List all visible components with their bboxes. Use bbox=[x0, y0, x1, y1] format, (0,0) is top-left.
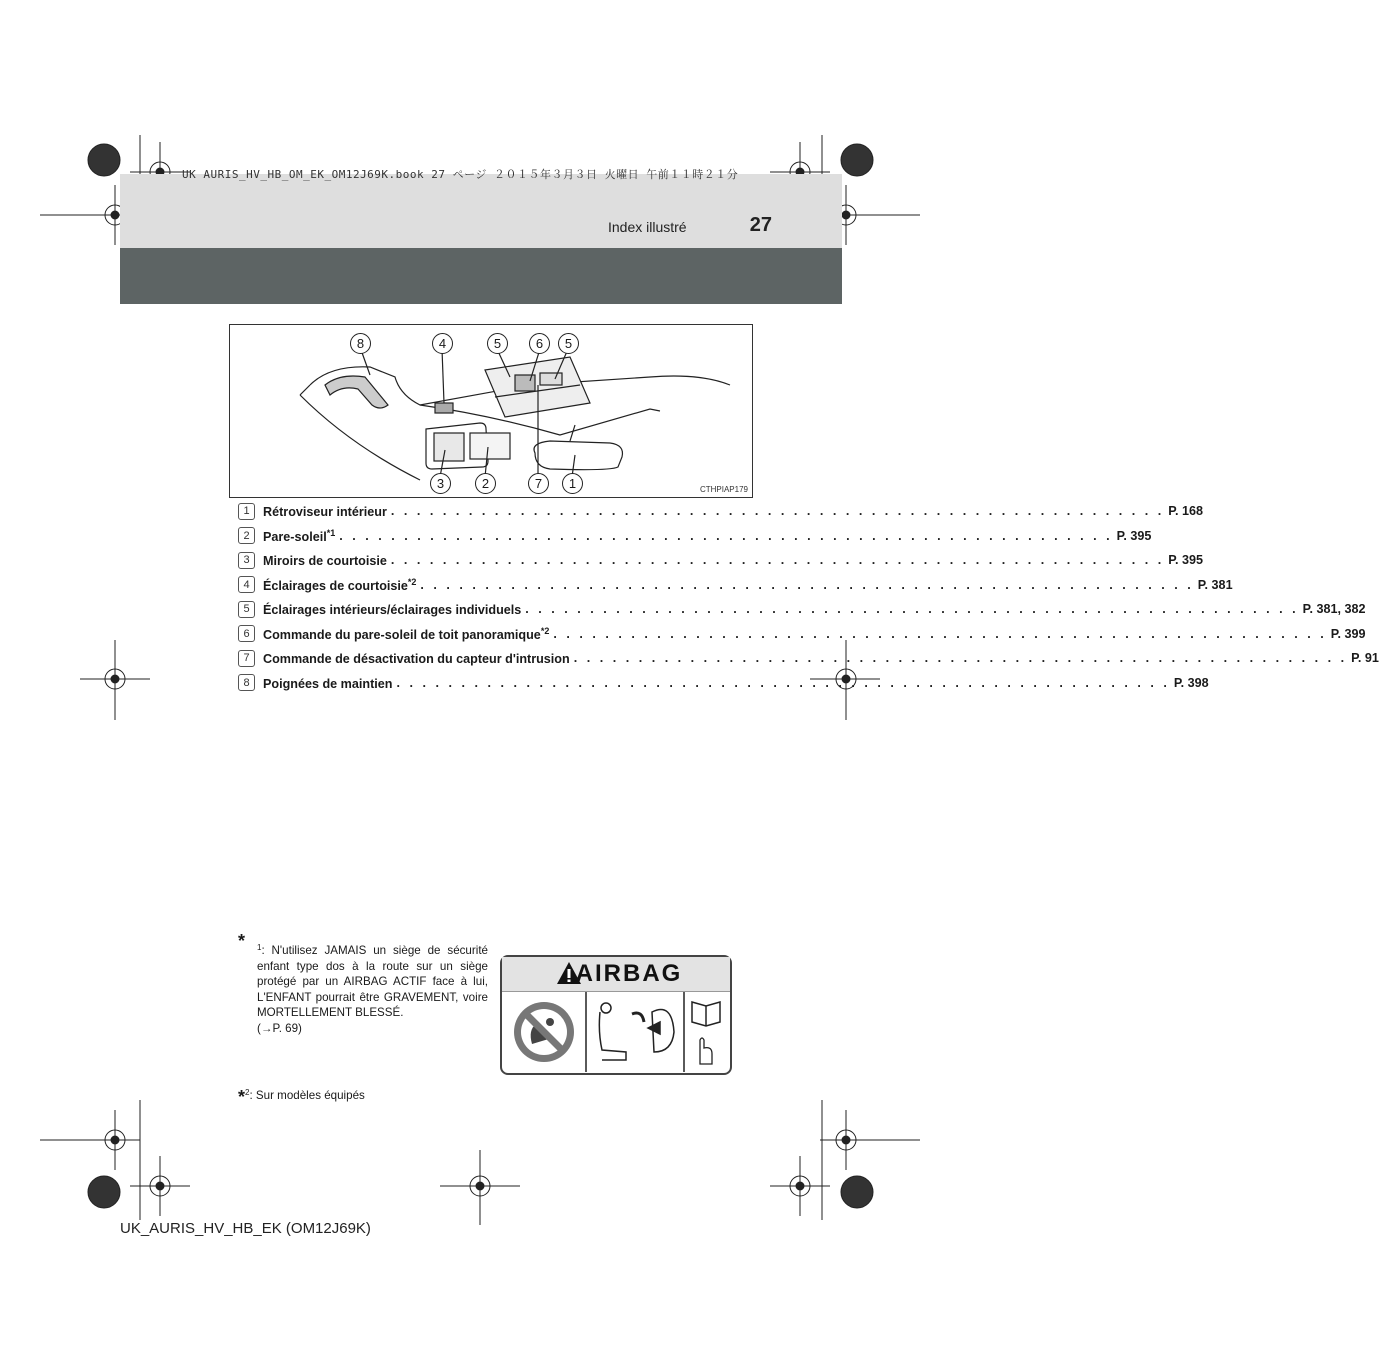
footnote-asterisk: * bbox=[238, 931, 246, 951]
model-code-footer: UK_AURIS_HV_HB_EK (OM12J69K) bbox=[120, 1220, 371, 1237]
list-item bbox=[238, 573, 1233, 598]
callout-8: 8 bbox=[350, 333, 371, 354]
list-item bbox=[238, 671, 1209, 696]
footnote-number: 2 bbox=[245, 1088, 250, 1097]
airbag-label-header bbox=[502, 957, 730, 992]
footnote-page-ref[interactable]: (→P. 69) bbox=[257, 1021, 302, 1035]
item-number: 7 bbox=[238, 650, 255, 667]
interior-illustration bbox=[229, 324, 753, 498]
item-number: 4 bbox=[238, 576, 255, 593]
list-item bbox=[238, 499, 1204, 524]
item-label: Miroirs de courtoisie bbox=[263, 554, 387, 569]
book-info-line: UK AURIS_HV_HB_OM_EK_OM12J69K.book 27 ページ ２０１５年３月３日 火曜日 午前１１時２１分 bbox=[182, 168, 739, 181]
component-list bbox=[238, 499, 1379, 695]
callout-6: 6 bbox=[529, 333, 550, 354]
item-number: 2 bbox=[238, 527, 255, 544]
callout-2: 2 bbox=[475, 473, 496, 494]
callout-5b: 5 bbox=[558, 333, 579, 354]
item-page-ref[interactable]: P. 399 bbox=[1330, 626, 1366, 641]
callout-5a: 5 bbox=[487, 333, 508, 354]
leader-dots: . . . . . . . . . . . . . . . . . . . . . . . . . . . . . . . . . . . . . . . . . . . . . . . . . . . . . . . . . . . . bbox=[420, 577, 1194, 592]
footnote-number: 1 bbox=[257, 943, 262, 952]
callout-7: 7 bbox=[528, 473, 549, 494]
item-page-ref[interactable]: P. 398 bbox=[1173, 675, 1209, 690]
callout-3: 3 bbox=[430, 473, 451, 494]
leader-dots: . . . . . . . . . . . . . . . . . . . . . . . . . . . . . . . . . . . . . . . . . . . . . . . . . . . . . . . . . . . . bbox=[525, 602, 1299, 617]
airbag-pictograms bbox=[502, 992, 730, 1072]
item-label: Poignées de maintien bbox=[263, 676, 393, 691]
item-page-ref[interactable]: P. 91 bbox=[1351, 651, 1379, 666]
manual-icon bbox=[692, 1002, 720, 1064]
item-page-ref[interactable]: P. 395 bbox=[1168, 553, 1204, 568]
section-title: Index illustré bbox=[608, 219, 687, 235]
item-number: 8 bbox=[238, 674, 255, 691]
footnote-text: : N'utilisez JAMAIS un siège de sécurité enfant type dos à la route sur un siège protégé par un AIRBAG ACTIF face à lui, L'ENFANT pourrait être GRAVEMENT, voire MORTELLEMENT BLESSÉ. bbox=[257, 944, 488, 1019]
leader-dots: . . . . . . . . . . . . . . . . . . . . . . . . . . . . . . . . . . . . . . . . . . . . . . . . . . . . . . . . . . . . bbox=[339, 528, 1113, 543]
no-rear-facing-seat-icon bbox=[514, 1002, 574, 1062]
item-label: Éclairages intérieurs/éclairages individuels bbox=[263, 603, 522, 618]
leader-dots: . . . . . . . . . . . . . . . . . . . . . . . . . . . . . . . . . . . . . . . . . . . . . . . . . . . . . . . . . . . . bbox=[396, 675, 1170, 690]
footnote-text: : Sur modèles équipés bbox=[249, 1089, 365, 1102]
airbag-title: AIRBAG bbox=[575, 960, 683, 987]
footnote-1 bbox=[238, 931, 488, 1036]
list-item bbox=[238, 548, 1204, 573]
seat-airbag-icon bbox=[599, 1003, 674, 1060]
item-label: Commande du pare-soleil de toit panoramique$^{*2}$ bbox=[263, 625, 550, 642]
figure-code: CTHPIAP179 bbox=[699, 485, 748, 494]
leader-dots: . . . . . . . . . . . . . . . . . . . . . . . . . . . . . . . . . . . . . . . . . . . . . . . . . . . . . . . . . . . . bbox=[390, 504, 1165, 519]
airbag-warning-label bbox=[500, 955, 732, 1075]
item-number: 1 bbox=[238, 503, 255, 520]
item-label: Commande de désactivation du capteur d'intrusion bbox=[263, 652, 570, 667]
callout-1: 1 bbox=[562, 473, 583, 494]
page-number: 27 bbox=[749, 214, 772, 236]
footnote-asterisk: * bbox=[238, 1087, 246, 1107]
item-page-ref[interactable]: P. 168 bbox=[1168, 504, 1204, 519]
leader-dots: . . . . . . . . . . . . . . . . . . . . . . . . . . . . . . . . . . . . . . . . . . . . . . . . . . . . . . . . . . . . bbox=[390, 553, 1165, 568]
footnote-2 bbox=[238, 1087, 365, 1108]
leader-dots: . . . . . . . . . . . . . . . . . . . . . . . . . . . . . . . . . . . . . . . . . . . . . . . . . . . . . . . . . . . . bbox=[553, 626, 1327, 641]
item-number: 6 bbox=[238, 625, 255, 642]
list-item bbox=[238, 622, 1366, 647]
list-item bbox=[238, 597, 1366, 622]
header-dark-bar bbox=[120, 248, 842, 304]
callout-4: 4 bbox=[432, 333, 453, 354]
item-label: Pare-soleil$^{*1}$ bbox=[263, 527, 336, 544]
item-page-ref[interactable]: P. 381, 382 bbox=[1302, 602, 1366, 617]
list-item bbox=[238, 646, 1379, 671]
header-band bbox=[120, 174, 842, 248]
warning-triangle-icon bbox=[556, 961, 582, 985]
item-page-ref[interactable]: P. 381 bbox=[1197, 577, 1233, 592]
leader-dots: . . . . . . . . . . . . . . . . . . . . . . . . . . . . . . . . . . . . . . . . . . . . . . . . . . . . . . . . . . . . bbox=[573, 651, 1348, 666]
item-page-ref[interactable]: P. 395 bbox=[1116, 528, 1152, 543]
item-label: Éclairages de courtoisie$^{*2}$ bbox=[263, 576, 417, 593]
list-item bbox=[238, 524, 1152, 549]
item-number: 5 bbox=[238, 601, 255, 618]
item-label: Rétroviseur intérieur bbox=[263, 505, 387, 520]
item-number: 3 bbox=[238, 552, 255, 569]
